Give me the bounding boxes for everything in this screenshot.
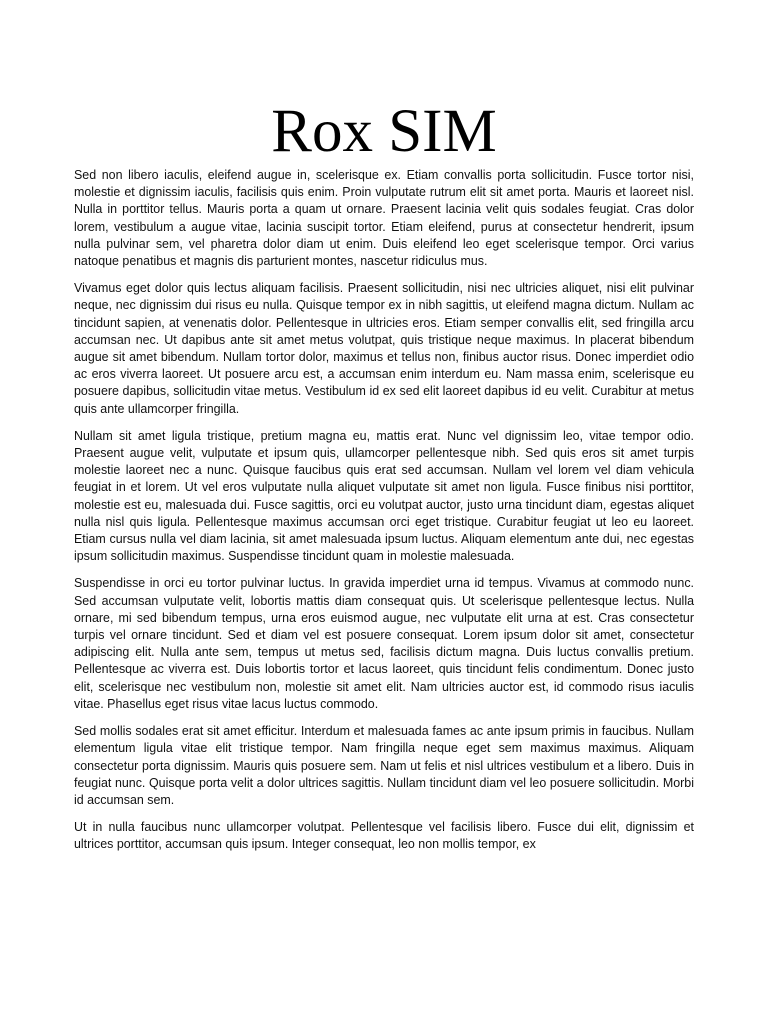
paragraph-5: Sed mollis sodales erat sit amet efficitur. Interdum et malesuada fames ac ante ipsum primis in faucibus. Nullam elementum ligula vitae elit tristique tempor. Nam fringilla neque eget sem maximus maximus. Aliquam consectetur porta dignissim. Mauris quis posuere sem. Nam ut felis et nisl ultrices vestibulum et a libero. Duis in feugiat nunc. Quisque porta velit a dolor ultrices sagittis. Nullam tincidunt diam vel leo posuere sollicitudin. Morbi id accumsan sem. — [74, 724, 694, 807]
paragraph-2: Vivamus eget dolor quis lectus aliquam facilisis. Praesent sollicitudin, nisi nec ultricies aliquet, nisi elit pulvinar neque, nec dignissim dui risus eu nulla. Quisque tempor ex in nibh sagittis, ut eleifend magna dictum. Nullam ac tincidunt sapien, at venenatis dolor. Pellentesque in ultricies eros. Etiam semper convallis elit, sed fringilla arcu accumsan nec. Ut dapibus ante sit amet metus volutpat, quis tristique neque maximus. In placerat bibendum augue sit amet bibendum. Nullam tortor dolor, maximus et tellus non, finibus auctor risus. Donec imperdiet odio ac eros viverra laoreet. Ut posuere arcu est, a accumsan enim interdum eu. Nam massa enim, scelerisque eu posuere dapibus, sollicitudin vitae metus. Vestibulum id ex sed elit laoreet dapibus id eu velit. Curabitur at metus quis ante ullamcorper fringilla. — [74, 281, 694, 416]
document-title: Rox SIM — [271, 98, 497, 165]
paragraph-6: Ut in nulla faucibus nunc ullamcorper volutpat. Pellentesque vel facilisis libero. Fusce dui elit, dignissim et ultrices porttitor, accumsan quis ipsum. Integer consequat, leo non mollis tempor, ex — [74, 820, 694, 852]
paragraph-1: Sed non libero iaculis, eleifend augue in, scelerisque ex. Etiam convallis porta sollicitudin. Fusce tortor nisi, molestie et dignissim iaculis, facilisis quis enim. Proin vulputate rutrum elit sit amet porta. Mauris et laoreet nisl. Nulla in porttitor tellus. Mauris porta a quam ut ornare. Praesent lacinia velit quis sodales feugiat. Cras dolor lorem, vestibulum a augue vitae, lacinia suscipit tortor. Etiam eleifend, purus at consectetur hendrerit, ipsum nulla pulvinar sem, vel pharetra dolor diam ut enim. Duis eleifend leo eget scelerisque tempor. Orci varius natoque penatibus et magnis dis parturient montes, nascetur ridiculus mus. — [74, 168, 694, 269]
paragraph-3: Nullam sit amet ligula tristique, pretium magna eu, mattis erat. Nunc vel dignissim leo, vitae tempor odio. Praesent augue velit, vulputate et ipsum quis, ullamcorper pellentesque nibh. Sed quis eros sit amet turpis molestie laoreet nec a nunc. Quisque faucibus quis erat sed accumsan. Nullam vel lorem vel diam vehicula feugiat in et lorem. Ut vel eros vulputate nulla aliquet vulputate sit amet non ligula. Fusce finibus nisi porttitor, molestie est eu, malesuada dui. Fusce sagittis, orci eu volutpat auctor, justo urna tincidunt diam, egestas aliquet nulla nisl quis ligula. Pellentesque maximus accumsan orci eget tristique. Curabitur feugiat ut leo eu laoreet. Etiam cursus nulla vel diam lacinia, sit amet malesuada ipsum luctus. Aliquam elementum ante dui, nec egestas ipsum sollicitudin maximus. Suspendisse tincidunt quam in molestie malesuada. — [74, 428, 694, 564]
document-body — [74, 167, 694, 864]
paragraph-4: Suspendisse in orci eu tortor pulvinar luctus. In gravida imperdiet urna id tempus. Vivamus at commodo nunc. Sed accumsan vulputate velit, lobortis mattis diam consequat quis. Ut scelerisque pellentesque lectus. Nulla ornare, mi sed bibendum tempus, urna eros euismod augue, nec vulputate elit urna at est. Cras consectetur turpis vel ornare tincidunt. Sed et diam vel est posuere consequat. Lorem ipsum dolor sit amet, consectetur adipiscing elit. Nulla ante sem, tempus ut metus sed, facilisis dictum magna. Duis luctus convallis pretium. Pellentesque ac viverra est. Duis lobortis tortor et lacus laoreet, quis tincidunt felis condimentum. Donec justo elit, scelerisque nec vestibulum non, molestie sit amet elit. Nam ultricies auctor est, id commodo risus iaculis vitae. Phasellus eget risus vitae lacus luctus commodo. — [74, 576, 694, 711]
